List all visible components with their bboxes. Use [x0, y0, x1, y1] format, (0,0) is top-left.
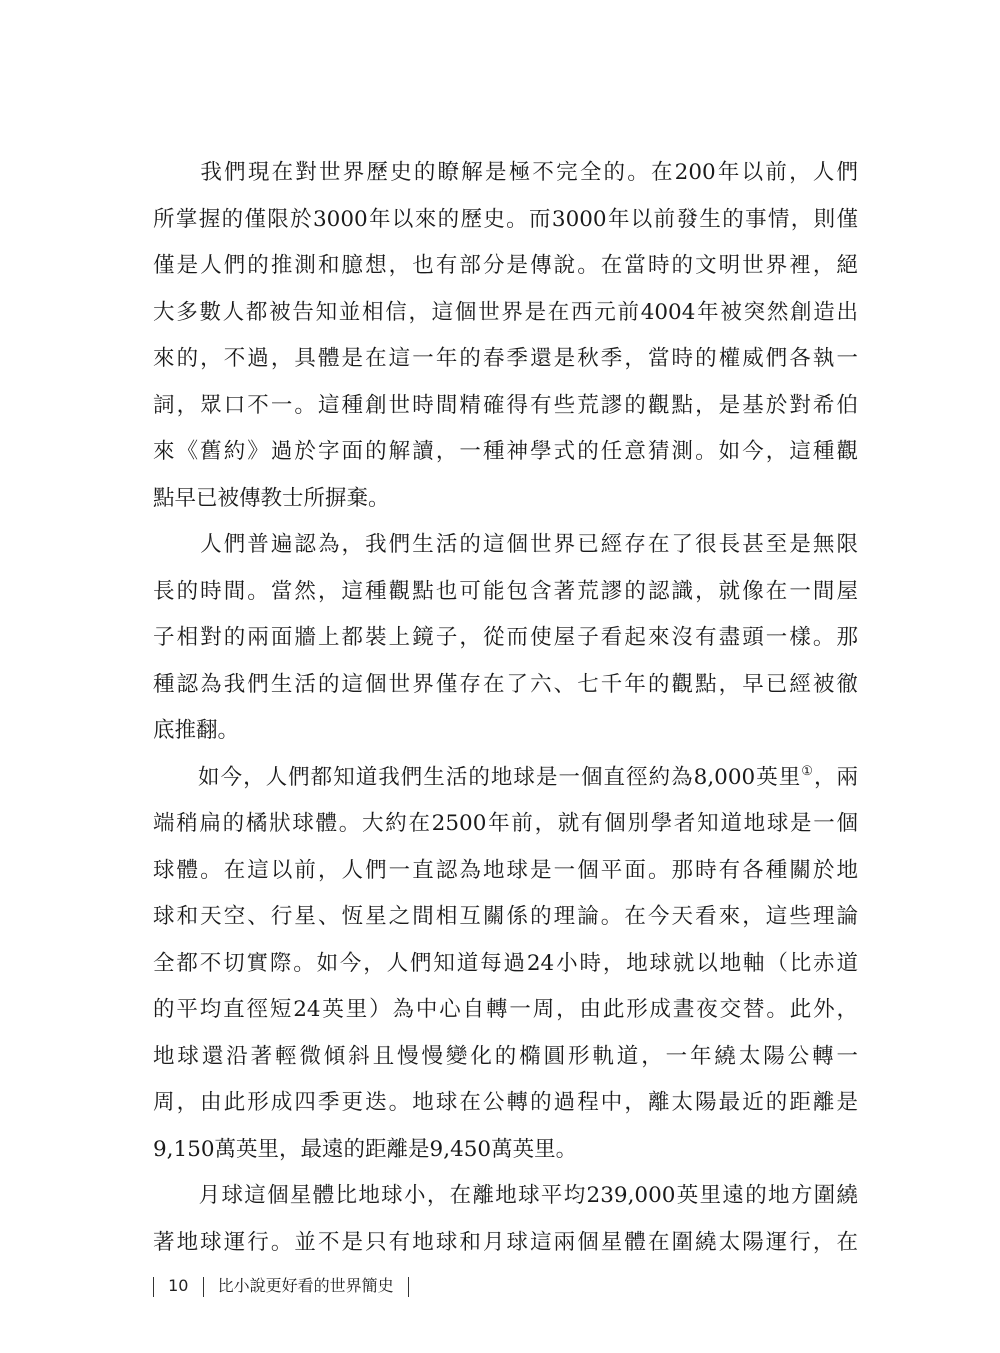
- text-line: [153, 755, 858, 802]
- text-line: 大多數人都被告知並相信，這個世界是在西元前4004年被突然創造出: [153, 299, 858, 325]
- footer-divider: [408, 1277, 409, 1297]
- text-line: 人們普遍認為，我們生活的這個世界已經存在了很長甚至是無限: [153, 532, 858, 557]
- text-line: 我們現在對世界歷史的瞭解是極不完全的。在200年以前，人們: [153, 160, 858, 185]
- text-line: 月球這個星體比地球小，在離地球平均239,000英里遠的地方圍繞: [153, 1183, 858, 1208]
- text-line: 來《舊約》過於字面的解讀，一種神學式的任意猜測。如今，這種觀: [153, 439, 858, 464]
- footer-divider: [153, 1277, 154, 1297]
- text-line: 子相對的兩面牆上都裝上鏡子，從而使屋子看起來沒有盡頭一樣。那: [153, 625, 858, 650]
- page-number: 10: [168, 1276, 189, 1295]
- text-line: 底推翻。: [153, 718, 240, 743]
- paragraph: [153, 1173, 858, 1266]
- text-line: 地球還沿著輕微傾斜且慢慢變化的橢圓形軌道，一年繞太陽公轉一: [153, 1043, 858, 1069]
- text-line: 詞，眾口不一。這種創世時間精確得有些荒謬的觀點，是基於對希伯: [153, 392, 858, 418]
- text-line: 周，由此形成四季更迭。地球在公轉的過程中，離太陽最近的距離是: [153, 1090, 858, 1115]
- text-line: 僅是人們的推測和臆想，也有部分是傳說。在當時的文明世界裡，絕: [153, 253, 858, 278]
- text-line: 點早已被傳教士所摒棄。: [153, 485, 390, 511]
- text-line: 長的時間。當然，這種觀點也可能包含著荒謬的認識，就像在一間屋: [153, 578, 858, 604]
- footnote-marker[interactable]: ①: [801, 763, 814, 779]
- text-line: 全都不切實際。如今，人們知道每過24小時，地球就以地軸（比赤道: [153, 950, 858, 976]
- text-line: 著地球運行。並不是只有地球和月球這兩個星體在圍繞太陽運行，在: [153, 1229, 858, 1255]
- paragraph: [153, 755, 858, 1174]
- footer-divider: [203, 1277, 204, 1297]
- text-segment: 如今，人們都知道我們生活的地球是一個直徑約為8,000英里: [153, 764, 802, 790]
- text-line: 的平均直徑短24英里）為中心自轉一周，由此形成晝夜交替。此外，: [153, 997, 858, 1022]
- paragraph: [153, 522, 858, 755]
- text-segment: ，兩: [813, 764, 858, 790]
- text-line: 端稍扁的橘狀球體。大約在2500年前，就有個別學者知道地球是一個: [153, 811, 858, 836]
- text-line: 球體。在這以前，人們一直認為地球是一個平面。那時有各種關於地: [153, 857, 858, 883]
- paragraph: [153, 150, 858, 522]
- book-title: 比小說更好看的世界簡史: [217, 1276, 394, 1295]
- text-line: 種認為我們生活的這個世界僅存在了六、七千年的觀點，早已經被徹: [153, 671, 858, 697]
- text-line: 9,150萬英里，最遠的距離是9,450萬英里。: [153, 1136, 578, 1162]
- text-line: 球和天空、行星、恆星之間相互關係的理論。在今天看來，這些理論: [153, 904, 858, 929]
- text-line: 來的，不過，具體是在這一年的春季還是秋季，當時的權威們各執一: [153, 346, 858, 371]
- body-text: [153, 150, 858, 1266]
- text-line: 所掌握的僅限於3000年以來的歷史。而3000年以前發生的事情，則僅: [153, 206, 858, 232]
- page-footer: [153, 1274, 418, 1298]
